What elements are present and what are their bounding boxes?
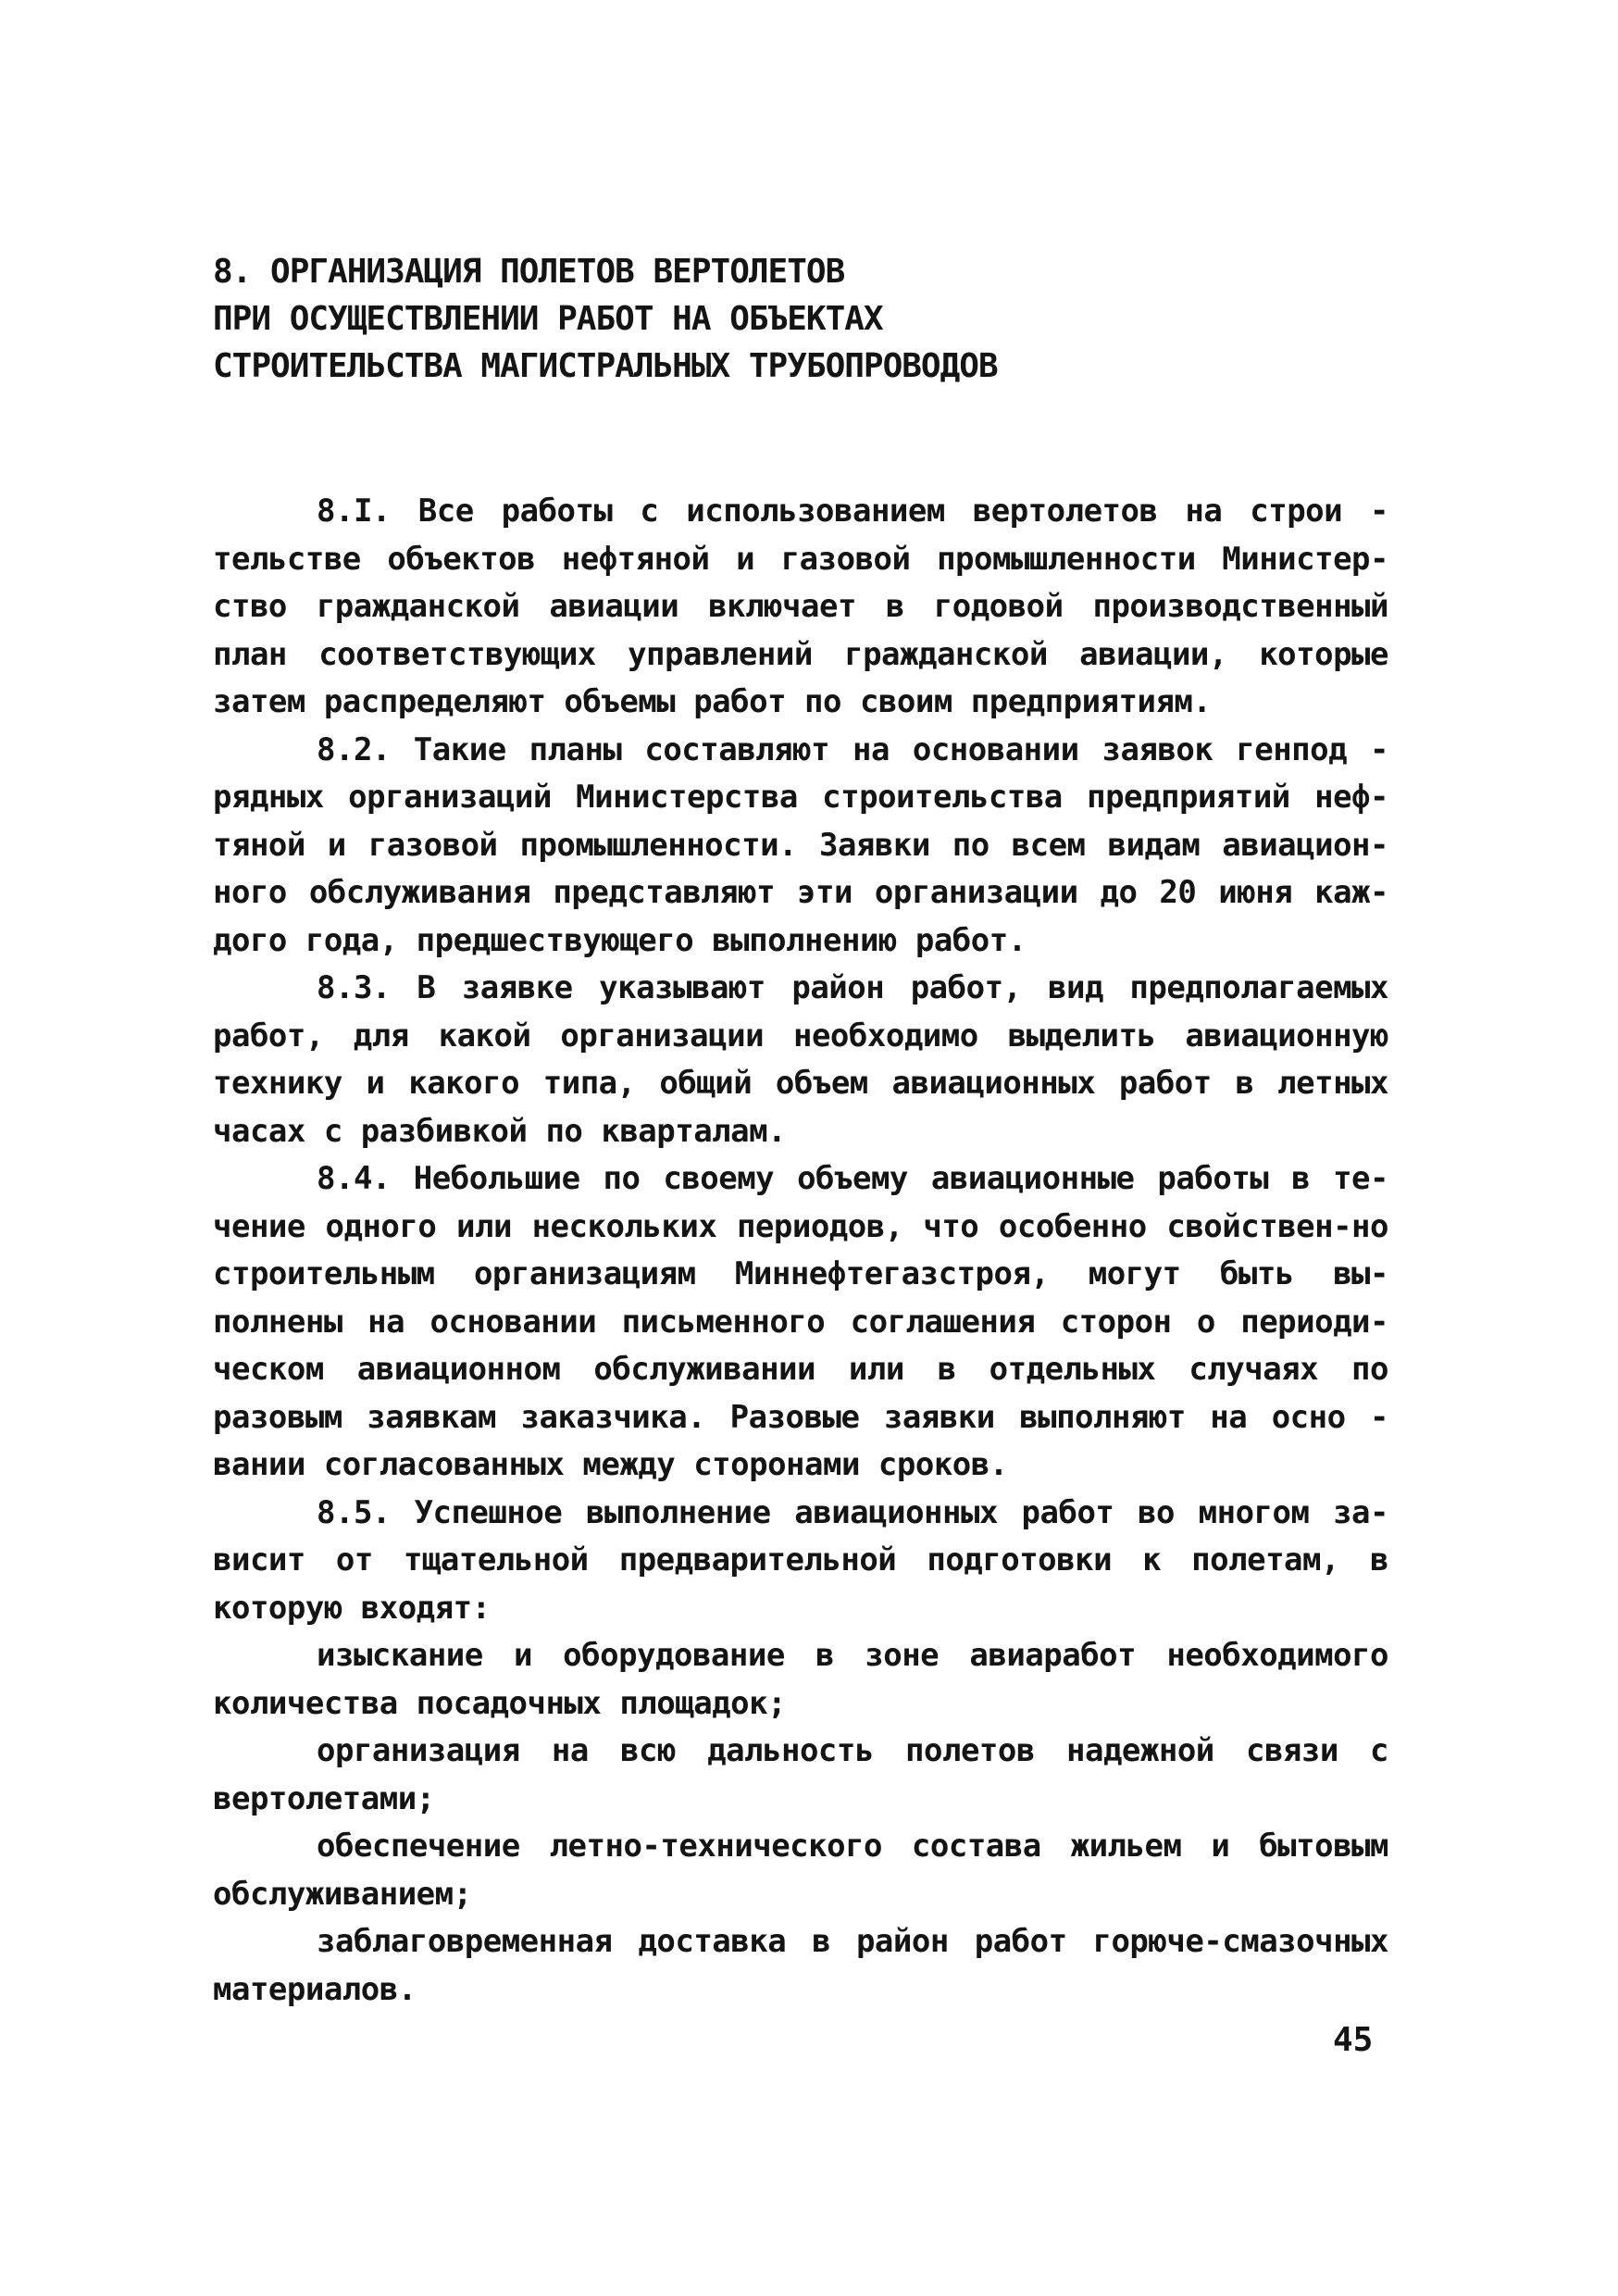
paragraph-8-5: 8.5. Успешное выполнение авиационных работ во многом за-висит от тщательной предварительной подготовки к полетам, в которую входят:	[213, 1493, 1388, 1627]
list-item: обеспечение летно-технического состава жильем и бытовым обслуживанием;	[213, 1828, 1388, 1913]
paragraph-8-3: 8.3. В заявке указывают район работ, вид предполагаемых работ, для какой организации необходимо выделить авиационную технику и какого типа, общий объем авиационных работ в летных часах с разбивкой по кварталам.	[213, 969, 1388, 1150]
paragraph-8-2: 8.2. Такие планы составляют на основании заявок генпод - рядных организаций Министерства строительства предприятий неф-тяной и газовой промышленности. Заявки по всем видам авиацион-ного обслуживания представляют эти организации до 20 июня каж-дого года, предшествующего выполнению работ.	[213, 730, 1388, 959]
paragraph-8-4: 8.4. Небольшие по своему объему авиационные работы в те-чение одного или нескольких периодов, что особенно свойствен-но строительным организациям Миннефтегазстроя, могут быть вы-полнены на основании письменного соглашения сторон о периоди-ческом авиационном обслуживании или в отдельных случаях по разовым заявкам заказчика. Разовые заявки выполняют на осно - вании согласованных между сторонами сроков.	[213, 1160, 1388, 1483]
section-heading	[213, 248, 1416, 390]
heading-line-2: ПРИ ОСУЩЕСТВЛЕНИИ РАБОТ НА ОБЪЕКТАХ	[213, 300, 883, 338]
list-item: изыскание и оборудование в зоне авиаработ необходимого количества посадочных площадок;	[213, 1637, 1388, 1722]
heading-line-1: 8. ОРГАНИЗАЦИЯ ПОЛЕТОВ ВЕРТОЛЕТОВ	[213, 253, 845, 291]
heading-line-3: СТРОИТЕЛЬСТВА МАГИСТРАЛЬНЫХ ТРУБОПРОВОДОВ	[213, 347, 998, 385]
paragraph-8-1: 8.I. Все работы с использованием вертолетов на строи - тельстве объектов нефтяной и газовой промышленности Министер-ство гражданской авиации включает в годовой производственный план соответствующих управлений гражданской авиации, которые затем распределяют объемы работ по своим предприятиям.	[213, 493, 1388, 720]
list-item: заблаговременная доставка в район работ горюче-смазочных материалов.	[213, 1923, 1388, 2008]
body-text	[213, 488, 1388, 2014]
page-number: 45	[1333, 2021, 1374, 2059]
list-item: организация на всю дальность полетов надежной связи с вертолетами;	[213, 1732, 1388, 1817]
